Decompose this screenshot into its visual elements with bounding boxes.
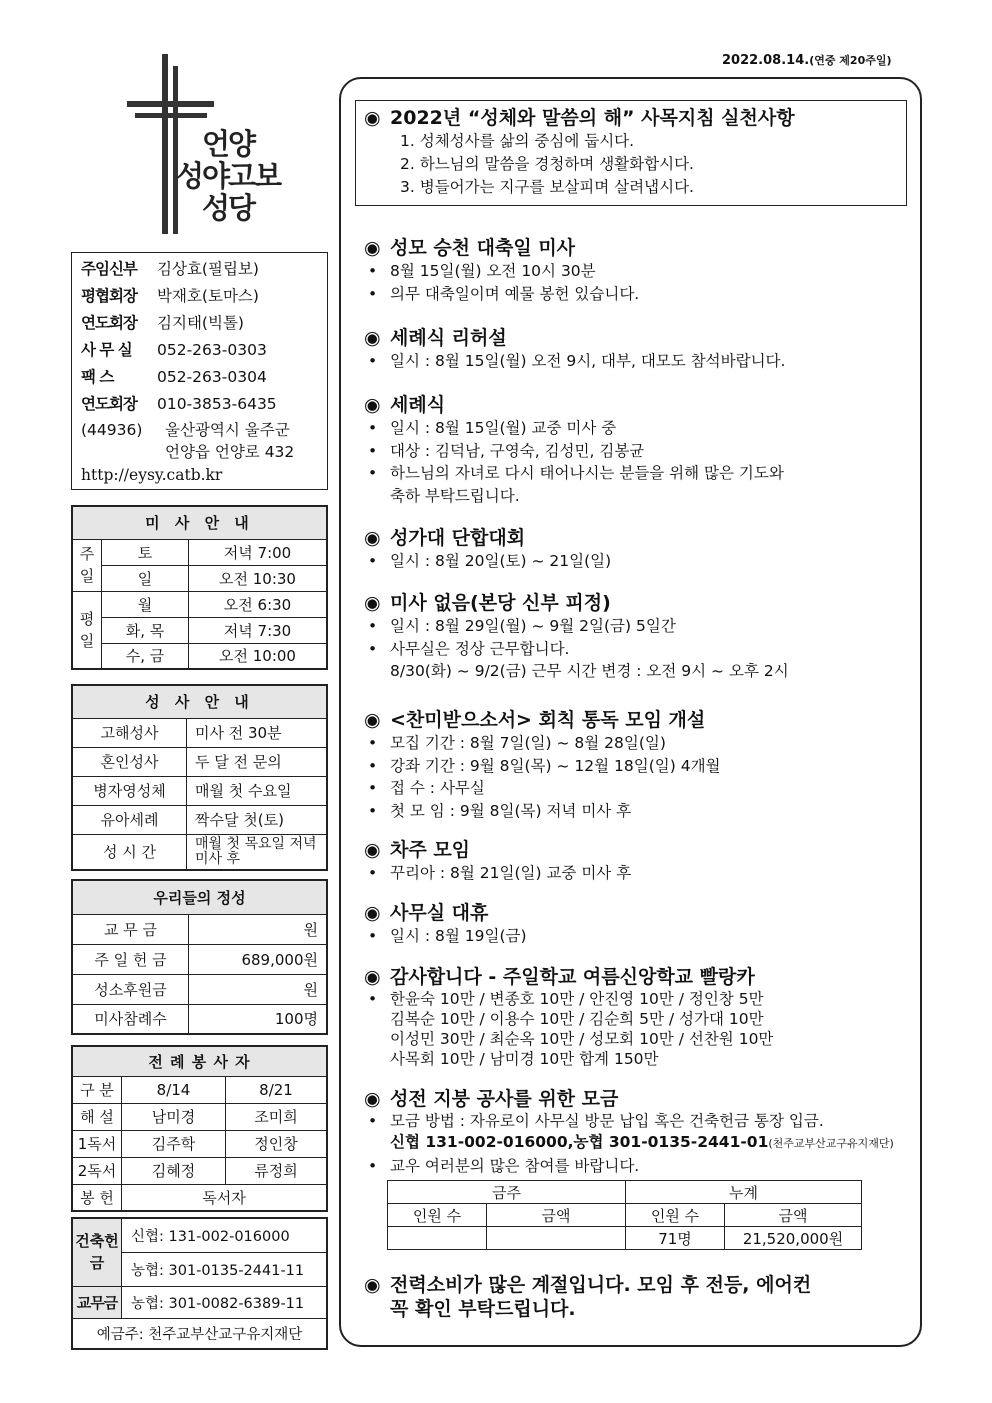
bullet-icon: •	[368, 990, 378, 1008]
target-bullet-icon: ◉	[364, 592, 381, 614]
announcement-section	[364, 393, 784, 507]
energy-notice: ◉ 전력소비가 많은 계절입니다. 모임 후 전등, 에어컨 꼭 확인 부탁드립니다.	[364, 1274, 812, 1320]
target-bullet-icon: ◉	[364, 527, 381, 549]
announcement-section	[364, 591, 789, 683]
section-line: • 의무 대축일이며 예물 봉헌 있습니다.	[364, 283, 639, 306]
bullet-icon: •	[368, 779, 378, 797]
announcement-section	[364, 838, 631, 885]
section-line: • 일시 : 8월 20일(토) ~ 21일(일)	[364, 550, 611, 573]
bullet-icon: •	[368, 756, 378, 775]
building-fund: ◉ 성전 지붕 공사를 위한 모금 • 모금 방법 : 자유로이 사무실 방문 납입 혹은 건축헌금 통장 입금. 신협 131-002-016000,농협 301-0135-2441-01(천주교부산교구유지재단) • 교우 여러분의 많은 참여를 바랍니다.	[364, 1088, 894, 1175]
announcement-section	[364, 326, 785, 373]
target-bullet-icon: ◉	[364, 394, 381, 416]
bullet-icon: •	[368, 464, 378, 482]
bullet-icon: •	[368, 419, 378, 437]
section-title: <찬미받으소서> 회칙 통독 모임 개설	[390, 709, 706, 731]
section-line: • 한윤숙 10만 / 변종호 10만 / 안진영 10만 / 정인창 5만	[364, 989, 773, 1009]
section-line: 8/30(화) ~ 9/2(금) 근무 시간 변경 : 오전 9시 ~ 오후 2시	[390, 662, 789, 680]
target-bullet-icon: ◉	[364, 327, 381, 349]
target-bullet-icon: ◉	[364, 1274, 381, 1296]
section-line: • 8월 15일(월) 오전 10시 30분	[364, 260, 639, 283]
target-bullet-icon: ◉	[364, 237, 381, 259]
section-line: 김복순 10만 / 이용수 10만 / 김순희 5만 / 성가대 10만	[390, 1010, 764, 1028]
section-line: • 첫 모 임 : 9월 8일(목) 저녁 미사 후	[364, 800, 721, 823]
building-fund-table: 금주 누계 인원 수 금액 인원 수 금액 71명 21,520,000원	[387, 1180, 862, 1250]
sacrament-table: 성 사 안 내 고해성사 미사 전 30분 혼인성사 두 달 전 문의 병자영성체 매월 첫 수요일 유아세례 짝수달 첫(토) 성 시 간 매월 첫 목요일 저녁미사 후	[71, 684, 328, 871]
bullet-icon: •	[368, 734, 378, 752]
announcement-section	[364, 526, 611, 573]
section-line: • 하느님의 자녀로 다시 태어나시는 분들을 위해 많은 기도와	[364, 462, 784, 485]
ministers-table: 전 례 봉 사 자 구 분 8/14 8/21 해 설 남미경 조미희 1독서 김주학 정인창 2독서 김혜정 류정희 봉 헌 독서자	[71, 1045, 328, 1212]
bullet-icon: •	[368, 552, 378, 570]
mass-schedule-table: 미 사 안 내 주일 토 저녁 7:00 일 오전 10:30 평일 월 오전 6:30 화, 목 저녁 7:30 수, 금 오전 10:00	[71, 505, 328, 670]
section-line: • 강좌 기간 : 9월 8일(목) ~ 12월 18일(일) 4개월	[364, 755, 721, 778]
bullet-icon: •	[368, 352, 378, 370]
bullet-icon: •	[368, 801, 378, 820]
section-line: 축하 부탁드립니다.	[390, 486, 520, 505]
pastoral-motto: ◉ 2022년 “성체와 말씀의 해” 사목지침 실천사항 1. 성체성사를 삶의 중심에 둡시다. 2. 하느님의 말씀을 경청하며 생활화합시다. 3. 병들어가는 지구를 보살피며 살려냅시다.	[364, 107, 795, 196]
section-title: 세례식	[390, 394, 446, 416]
target-bullet-icon: ◉	[364, 839, 381, 861]
section-line: • 접 수 : 사무실	[364, 777, 721, 800]
issue-date: 2022.08.14.(연중 제20주일)	[722, 53, 892, 68]
section-title: 감사합니다 - 주일학교 여름신앙학교 빨랑카	[390, 966, 755, 988]
bullet-icon: •	[368, 284, 378, 303]
church-info: 주임신부 김상효(필립보) 평협회장 박재호(토마스) 연도회장 김지태(빅톨) 사 무 실 052-263-0303 팩 스 052-263-0304 연도회장 010-3853-6435 (44936) 울산광역시 울주군 언양읍 언양로 432 http://eysy.catb.kr	[71, 252, 328, 490]
target-bullet-icon: ◉	[364, 966, 381, 988]
target-bullet-icon: ◉	[364, 709, 381, 731]
announcement-section	[364, 708, 721, 822]
bullet-icon: •	[368, 927, 378, 945]
section-line: • 모집 기간 : 8월 7일(일) ~ 8월 28일(일)	[364, 732, 721, 755]
section-line: • 일시 : 8월 29일(월) ~ 9월 2일(금) 5일간	[364, 615, 789, 638]
target-bullet-icon: ◉	[364, 902, 381, 924]
section-line: • 일시 : 8월 15일(월) 오전 9시, 대부, 대모도 참석바랍니다.	[364, 350, 785, 373]
section-title: 차주 모임	[390, 839, 471, 861]
announcement-section	[364, 965, 773, 1069]
section-line: 사목회 10만 / 남미경 10만 합계 150만	[390, 1050, 659, 1068]
announcement-section	[364, 901, 527, 948]
section-title: 사무실 대휴	[390, 902, 489, 924]
announcement-section	[364, 236, 639, 305]
offering-table: 우리들의 정성 교 무 금 원 주 일 헌 금 689,000원 성소후원금 원 미사참례수 100명	[71, 879, 328, 1035]
target-bullet-icon: ◉	[364, 107, 381, 129]
section-line: • 일시 : 8월 15일(월) 교중 미사 중	[364, 417, 784, 440]
section-line: • 꾸리아 : 8월 21일(일) 교중 미사 후	[364, 862, 631, 885]
bullet-icon: •	[368, 617, 378, 635]
section-title: 성모 승천 대축일 미사	[390, 237, 576, 259]
section-title: 세례식 리허설	[390, 327, 507, 349]
section-line: • 대상 : 김덕남, 구영숙, 김성민, 김봉균	[364, 440, 784, 463]
bullet-icon: •	[368, 864, 378, 882]
section-line: 이성민 30만 / 최순옥 10만 / 성모회 10만 / 선찬원 10만	[390, 1030, 774, 1048]
section-title: 미사 없음(본당 신부 피정)	[390, 592, 611, 614]
bullet-icon: •	[368, 441, 378, 460]
church-name: 언양 성야고보 성당	[176, 127, 281, 225]
target-bullet-icon: ◉	[364, 1088, 381, 1110]
section-line: • 일시 : 8월 19일(금)	[364, 925, 527, 948]
website-link[interactable]: http://eysy.catb.kr	[81, 466, 223, 484]
section-title: 성가대 단합대회	[390, 527, 526, 549]
bullet-icon: •	[368, 639, 378, 658]
section-line: • 사무실은 정상 근무합니다.	[364, 638, 789, 661]
bullet-icon: •	[368, 262, 378, 280]
accounts-table: 건축헌금 신협: 131-002-016000 농협: 301-0135-2441-11 교무금 농협: 301-0082-6389-11 예금주: 천주교부산교구유지재단	[71, 1217, 328, 1350]
